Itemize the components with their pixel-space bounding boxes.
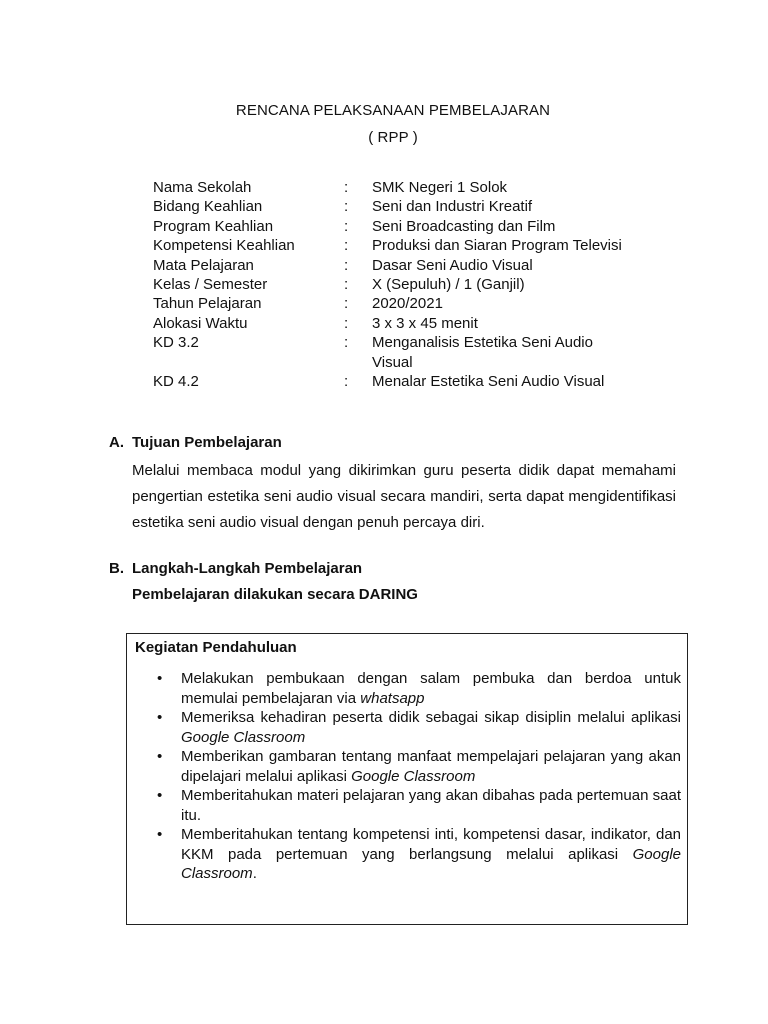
document-subtitle: ( RPP ) [368, 129, 418, 146]
section-b-subheading: Pembelajaran dilakukan secara DARING [132, 586, 418, 603]
info-colon: : [344, 372, 349, 390]
info-label: Program Keahlian [153, 217, 274, 235]
document-title: RENCANA PELAKSANAAN PEMBELAJARAN [235, 102, 551, 119]
info-label: KD 4.2 [153, 372, 199, 390]
info-colon: : [344, 314, 349, 332]
info-colon: : [344, 217, 349, 235]
info-label: Bidang Keahlian [153, 198, 263, 216]
section-a-heading [109, 434, 282, 451]
bullet-icon: • [157, 787, 163, 804]
info-value: Menganalisis Estetika Seni Audio Visual [372, 334, 593, 371]
section-a-title: Tujuan Pembelajaran [132, 434, 282, 451]
bullet-icon: • [157, 748, 163, 765]
list-item-text: Melakukan pembukaan dengan salam pembuka dan berdoa untuk memulai pembelajaran via [181, 670, 681, 707]
bullet-icon: • [157, 826, 163, 843]
info-value: Seni Broadcasting dan Film [372, 217, 556, 235]
info-colon: : [344, 198, 349, 216]
info-colon: : [344, 256, 349, 274]
activity-box [126, 633, 688, 925]
info-value: SMK Negeri 1 Solok [372, 179, 508, 196]
section-b-title: Langkah-Langkah Pembelajaran [132, 560, 363, 577]
info-label: Kompetensi Keahlian [153, 237, 295, 255]
info-label: Alokasi Waktu [153, 314, 248, 332]
info-colon: : [344, 275, 349, 293]
activity-box-title: Kegiatan Pendahuluan [135, 639, 297, 656]
list-item-tail: . [252, 865, 257, 882]
list-item-italic: Google Classroom [181, 845, 681, 882]
activity-list [127, 669, 687, 884]
list-item-italic: whatsapp [360, 689, 425, 707]
info-label: KD 3.2 [153, 334, 199, 352]
info-colon: : [344, 334, 349, 352]
list-item-italic: Google Classroom [181, 728, 306, 746]
list-item [127, 786, 687, 825]
list-item [127, 747, 687, 786]
list-item-text: Memeriksa kehadiran peserta didik sebagai sikap disiplin melalui aplikasi [181, 709, 681, 726]
list-item-italic: Google Classroom [351, 767, 476, 785]
bullet-icon: • [157, 670, 163, 687]
list-item [127, 669, 687, 708]
info-value: Seni dan Industri Kreatif [372, 198, 533, 216]
info-label: Kelas / Semester [153, 275, 268, 293]
info-label: Mata Pelajaran [153, 256, 254, 274]
bullet-icon: • [157, 709, 163, 726]
section-a-paragraph: Melalui membaca modul yang dikirimkan guru peserta didik dapat memahami pengertian estetika seni audio visual secara mandiri, serta dapat mengidentifikasi estetika seni audio visual dengan penuh percaya diri. [132, 462, 676, 531]
info-colon: : [344, 237, 349, 255]
info-label: Tahun Pelajaran [153, 295, 262, 313]
info-value: Menalar Estetika Seni Audio Visual [372, 372, 605, 390]
list-item-text: Memberitahukan materi pelajaran yang akan dibahas pada pertemuan saat itu. [181, 787, 681, 824]
list-item [127, 708, 687, 747]
info-colon: : [344, 179, 349, 196]
info-value: X (Sepuluh) / 1 (Ganjil) [372, 275, 525, 293]
section-b-heading [109, 560, 362, 577]
info-value: Produksi dan Siaran Program Televisi [372, 237, 622, 255]
info-label: Nama Sekolah [153, 179, 252, 196]
list-item [127, 825, 687, 884]
info-value: Dasar Seni Audio Visual [372, 256, 533, 274]
info-value: 2020/2021 [372, 295, 443, 313]
section-a-letter: A. [109, 434, 124, 451]
list-item-text: Memberitahukan tentang kompetensi inti, kompetensi dasar, indikator, dan KKM pada pertemuan yang berlangsung melalui aplikasi [181, 826, 681, 863]
list-item-text: Memberikan gambaran tentang manfaat mempelajari pelajaran yang akan dipelajari melalui aplikasi [181, 748, 681, 785]
info-value: 3 x 3 x 45 menit [372, 314, 478, 332]
section-b-letter: B. [109, 560, 124, 577]
info-colon: : [344, 295, 349, 313]
